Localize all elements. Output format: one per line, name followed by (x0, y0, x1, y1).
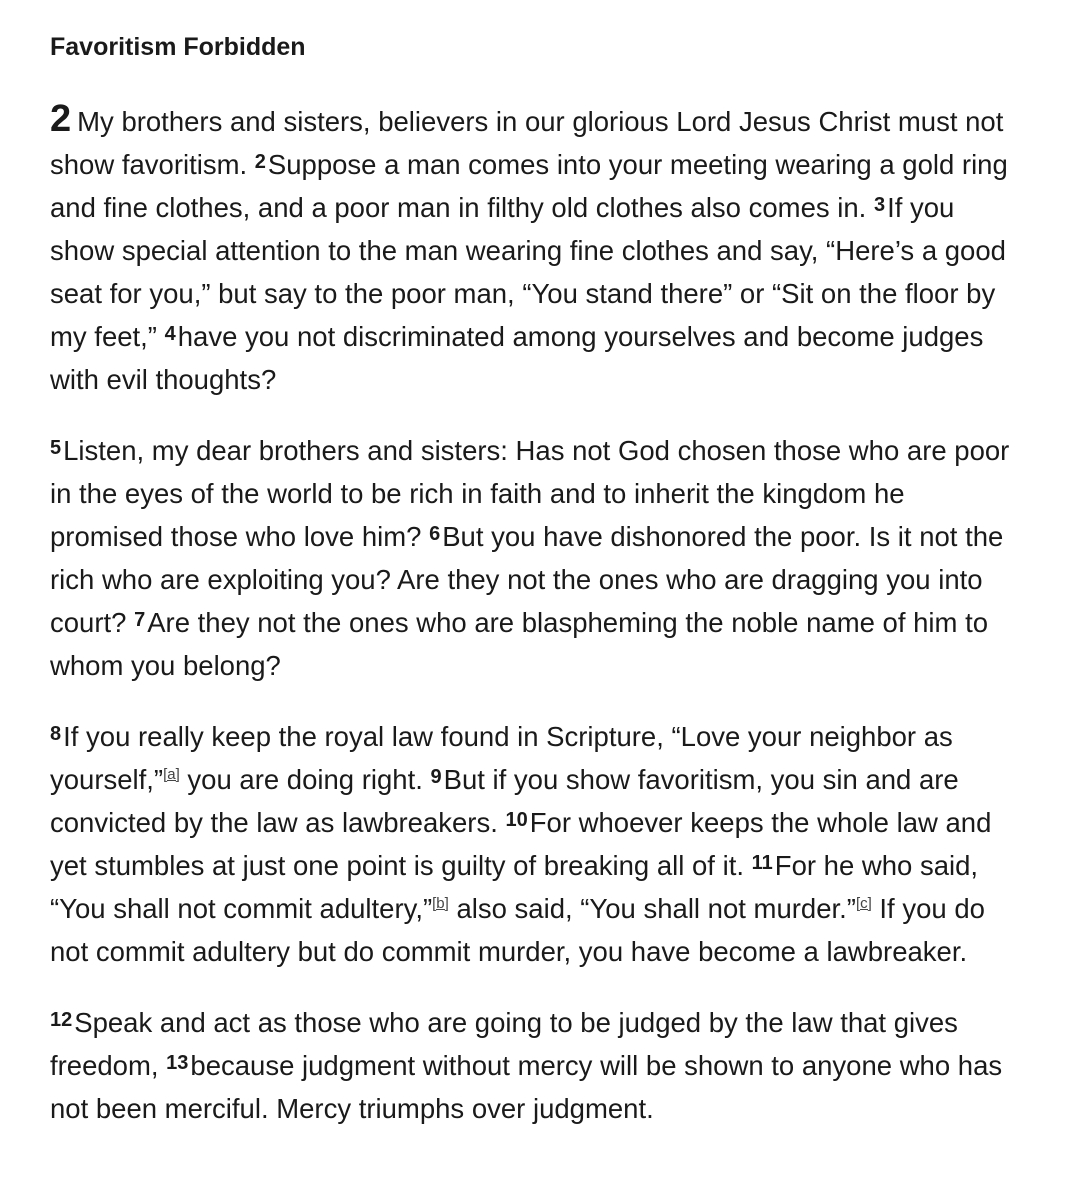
verse-text: My brothers and sisters, believers in our glorious Lord Jesus Christ must not show favoritism. (50, 106, 1004, 180)
verse-text: Listen, my dear brothers and sisters: Has not God chosen those who are poor in the eyes of the world to be rich in faith and to inherit the kingdom he promised those who love him? (50, 435, 1010, 552)
verse-number: 11 (751, 852, 773, 874)
paragraph (50, 1001, 1015, 1130)
verse-text: But you have dishonored the poor. Is it not the rich who are exploiting you? Are they not the ones who are dragging you into court? (50, 521, 1004, 638)
verse-text: For whoever keeps the whole law and yet stumbles at just one point is guilty of breaking all of it. (50, 807, 992, 881)
verse-number: 7 (134, 609, 146, 631)
verse-number: 8 (50, 723, 62, 745)
verse-text: Speak and act as those who are going to be judged by the law that gives freedom, (50, 1007, 958, 1081)
verse-number: 6 (429, 523, 441, 545)
passage-body (50, 100, 1015, 1130)
footnote-link[interactable]: [a] (163, 766, 180, 783)
verse-number: 4 (164, 323, 176, 345)
verse-text: Are they not the ones who are blaspheming the noble name of him to whom you belong? (50, 607, 989, 681)
verse-number: 3 (873, 194, 886, 216)
section-heading: Favoritism Forbidden (50, 33, 306, 61)
verse-number: 10 (505, 809, 528, 831)
verse-number: 2 (254, 151, 266, 173)
paragraph (50, 429, 1015, 687)
verse-text: you are doing right. (187, 764, 423, 795)
verse-text: If you show special attention to the man wearing fine clothes and say, “Here’s a good seat for you,” but say to the poor man, “You stand there” or “Sit on the floor by my feet,” (50, 192, 1006, 352)
footnote-link[interactable]: [b] (432, 895, 449, 912)
paragraph (50, 715, 1015, 973)
verse-text: If you do not commit adultery but do commit murder, you have become a lawbreaker. (50, 893, 985, 967)
verse-number: 12 (50, 1009, 73, 1031)
chapter-number: 2 (50, 98, 72, 140)
verse-text: have you not discriminated among yourselves and become judges with evil thoughts? (50, 321, 984, 395)
verse-text: For he who said, “You shall not commit adultery,” (50, 850, 979, 924)
verse-text: because judgment without mercy will be shown to anyone who has not been merciful. Mercy triumphs over judgment. (50, 1050, 1003, 1124)
verse-number: 9 (430, 766, 442, 788)
footnote-link[interactable]: [c] (855, 895, 872, 912)
verse-text: But if you show favoritism, you sin and are convicted by the law as lawbreakers. (50, 764, 959, 838)
paragraph (50, 100, 1015, 401)
verse-number: 13 (166, 1052, 189, 1074)
verse-number: 5 (50, 437, 62, 459)
verse-text: If you really keep the royal law found in Scripture, “Love your neighbor as yourself,” (50, 721, 953, 795)
verse-text: Suppose a man comes into your meeting wearing a gold ring and fine clothes, and a poor man in filthy old clothes also comes in. (50, 149, 1008, 223)
verse-text: also said, “You shall not murder.” (456, 893, 856, 924)
